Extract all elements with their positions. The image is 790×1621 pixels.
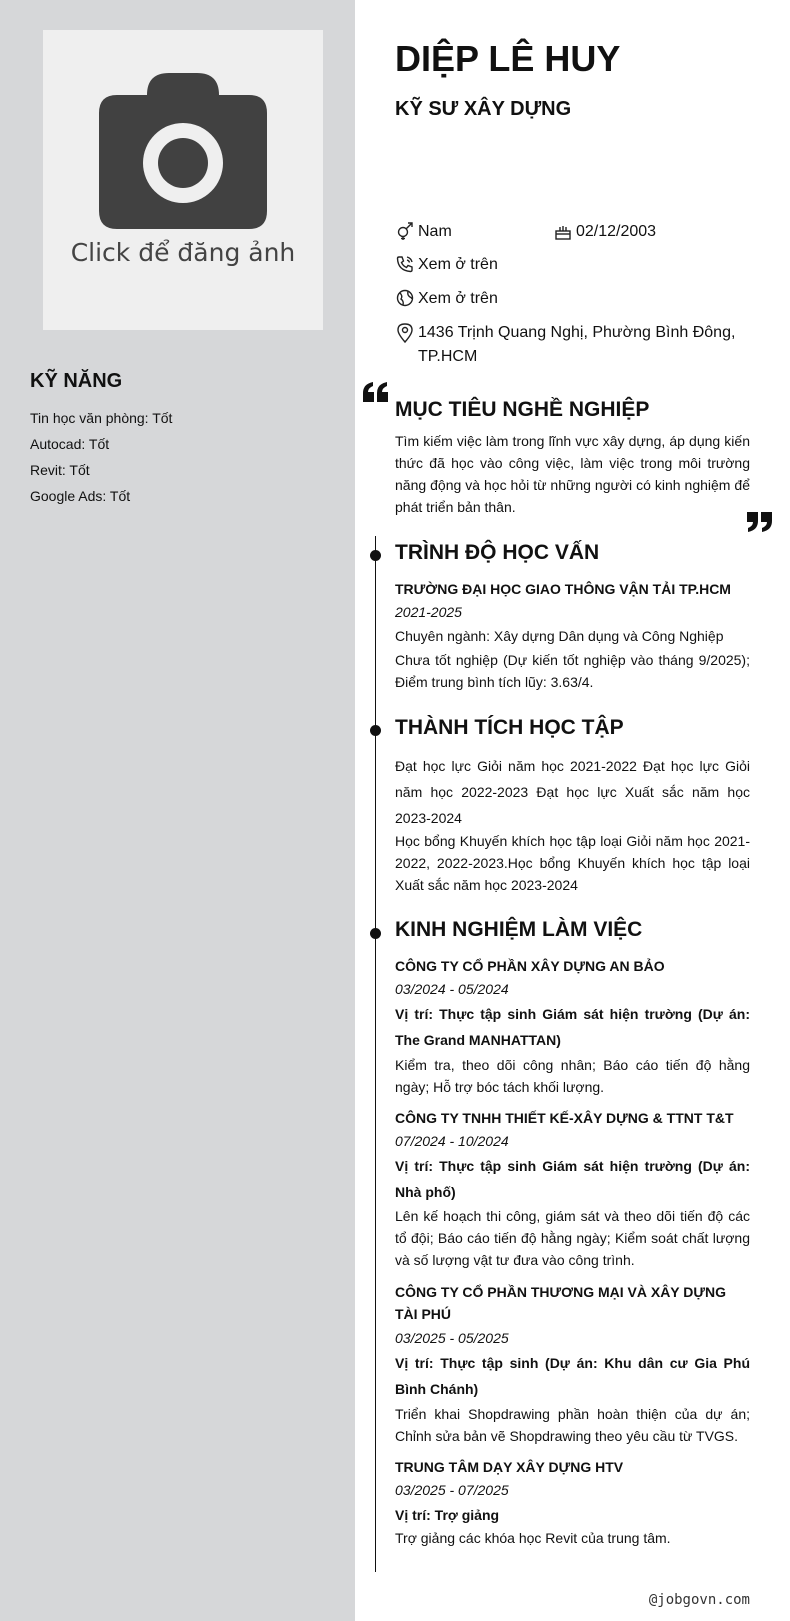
photo-caption: Click để đăng ảnh [70,238,296,267]
phone-icon [395,254,415,274]
school-name: TRƯỜNG ĐẠI HỌC GIAO THÔNG VẬN TẢI TP.HCM [395,581,731,597]
job-title: KỸ SƯ XÂY DỰNG [395,98,572,120]
globe-icon [395,288,415,308]
timeline-dot [370,550,381,561]
job-dates: 07/2024 - 10/2024 [395,1133,509,1149]
job-company: CÔNG TY CỔ PHẦN XÂY DỰNG AN BẢO [395,958,665,974]
gender-row [395,220,452,244]
achievement-item: Học bổng Khuyến khích học tập loại Giỏi năm học 2021-2022, 2022-2023.Học bổng Khuyến khích học tập loại Xuất sắc năm học 2023-2024 [395,833,750,893]
website-row [395,287,498,311]
job-role: Vị trí: Thực tập sinh Giám sát hiện trường (Dự án: The Grand MANHATTAN) [395,1006,750,1048]
job-company: CÔNG TY TNHH THIẾT KẾ-XÂY DỰNG & TTNT T&T [395,1110,734,1126]
address-value: 1436 Trịnh Quang Nghị, Phường Bình Đông, TP.HCM [418,324,736,365]
location-pin-icon [395,322,415,344]
job-dates: 03/2024 - 05/2024 [395,981,509,997]
birthday-value: 02/12/2003 [576,223,657,240]
education-status: Chưa tốt nghiệp (Dự kiến tốt nghiệp vào tháng 9/2025); Điểm trung bình tích lũy: 3.63/4. [395,652,750,690]
gender-value: Nam [418,223,452,240]
achievements-title: THÀNH TÍCH HỌC TẬP [395,716,624,739]
timeline-dot [370,725,381,736]
gender-icon [395,221,415,241]
job-description: Lên kế hoạch thi công, giám sát và theo dõi tiến độ các tổ đội; Báo cáo tiến độ hằng ngày; Kiểm soát chất lượng và số lượng vật tư đưa vào công trình. [395,1208,750,1268]
education-major: Chuyên ngành: Xây dựng Dân dụng và Công Nghiệp [395,628,724,644]
sidebar [0,0,355,1621]
job-description: Triển khai Shopdrawing phần hoàn thiện của dự án; Chỉnh sửa bản vẽ Shopdrawing theo yêu cầu từ TVGS. [395,1406,750,1444]
job-role: Vị trí: Thực tập sinh Giám sát hiện trường (Dự án: Nhà phố) [395,1158,750,1200]
job-dates: 03/2025 - 05/2025 [395,1330,509,1346]
job-company: CÔNG TY CỔ PHẦN THƯƠNG MẠI VÀ XÂY DỰNG TÀI PHÚ [395,1284,727,1322]
main-content [355,0,790,1621]
skills-title: KỸ NĂNG [30,370,123,392]
skill-item: Google Ads: Tốt [30,488,131,504]
job-role: Vị trí: Thực tập sinh (Dự án: Khu dân cư Gia Phú Bình Chánh) [395,1355,750,1397]
website-value: Xem ở trên [418,290,498,307]
phone-row [395,253,498,277]
job-description: Kiểm tra, theo dõi công nhân; Báo cáo tiến độ hằng ngày; Hỗ trợ bóc tách khối lượng. [395,1057,750,1095]
job-description: Trợ giảng các khóa học Revit của trung tâm. [395,1530,671,1546]
phone-value: Xem ở trên [418,256,498,273]
education-years: 2021-2025 [395,604,462,620]
camera-icon [99,73,267,229]
job-dates: 03/2025 - 07/2025 [395,1482,509,1498]
address-row [395,321,745,369]
objective-title: MỤC TIÊU NGHỀ NGHIỆP [395,398,650,421]
objective-text: Tìm kiếm việc làm trong lĩnh vực xây dựng, áp dụng kiến thức đã học vào công việc, làm việc trong môi trường năng động và học hỏi từ những người có kinh nghiệm để phát triển bản thân. [395,433,750,515]
job-role: Vị trí: Trợ giảng [395,1507,500,1523]
achievement-item: Đạt học lực Giỏi năm học 2021-2022 Đạt học lực Giỏi năm học 2022-2023 Đạt học lực Xuất sắc năm học 2023-2024 [395,758,750,826]
quote-open-icon [363,382,389,402]
birthday-row [553,220,656,244]
timeline-dot [370,928,381,939]
candidate-name: DIỆP LÊ HUY [395,38,621,79]
skill-item: Tin học văn phòng: Tốt [30,410,173,426]
timeline-line [375,536,376,1572]
photo-upload[interactable] [43,30,323,330]
job-company: TRUNG TÂM DẠY XÂY DỰNG HTV [395,1459,624,1475]
cake-icon [553,221,573,241]
experience-title: KINH NGHIỆM LÀM VIỆC [395,918,643,941]
skill-item: Autocad: Tốt [30,436,110,452]
education-title: TRÌNH ĐỘ HỌC VẤN [395,541,600,564]
footer-brand: @jobgovn.com [648,1592,750,1608]
skill-item: Revit: Tốt [30,462,90,478]
quote-close-icon [747,512,773,532]
skills-section [30,370,330,509]
